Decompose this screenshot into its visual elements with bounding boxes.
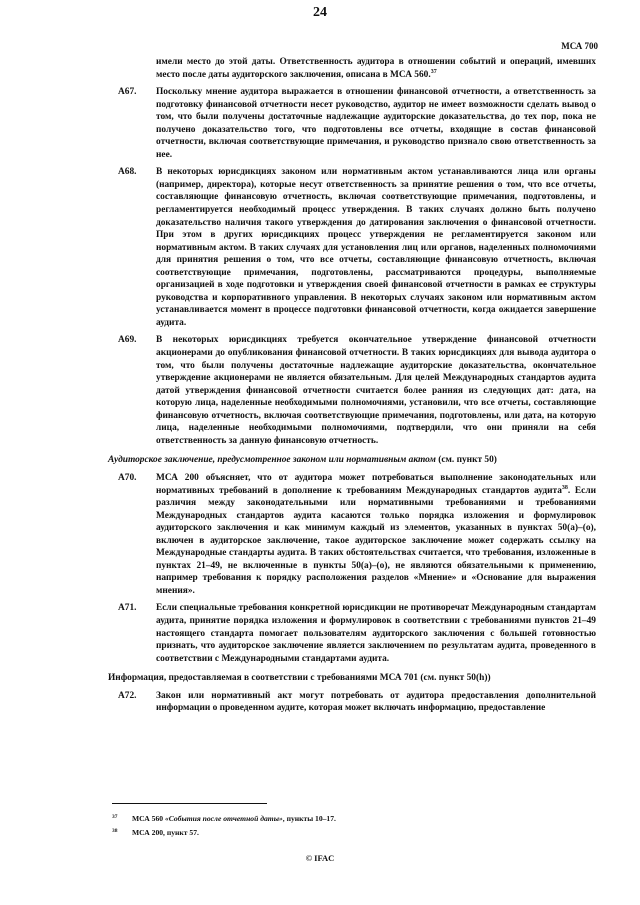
document-body (108, 56, 597, 715)
paragraph-text: В некоторых юрисдикциях требуется окончательное утверждение финансовой отчетности акционерами до опубликования финансовой отчетности. В таких юрисдикциях для вывода аудитора о том, что были получены достаточные надлежащие аудиторские доказательства, окончательное утверждение акционерами не является обязательным. Для целей Международных стандартов аудита датой утверждения финансовой отчетности считается более ранняя из следующих дат: дата, на которую лица, наделенные необходимыми полномочиями, установили, что все отчеты, составляющие финансовую отчетность, включая соответствующие примечания, подготовлены, или дата, на которую лица, наделенные необходимыми полномочиями, подтвердили, что они приняли на себя ответственность за данную финансовую отчетность. (156, 335, 596, 446)
footnote-divider (112, 803, 267, 804)
paragraph-text: МСА 200 объясняет, что от аудитора может потребоваться выполнение законодательных или нормативных требований в дополнение к требованиям Международных стандартов аудита (156, 472, 596, 496)
paragraph-text: В некоторых юрисдикциях законом или нормативным актом устанавливаются лица или органы (например, директора), которые несут ответственность за принятие решения о том, что все отчеты, составляющие финансовую отчетность, включая соответствующие примечания, подготовлены, и регламентируется необходимый процесс утверждения. В таких случаях должно быть получено доказательство наличия такого утверждения до датирования заключения о финансовой отчетности. При этом в других юрисдикциях процесс утверждения не регламентируется законом или нормативным актом. В таких случаях для установления лиц или органов, наделенных полномочиями для принятия решения о том, что все отчеты, составляющие финансовую отчетность, включая соответствующие примечания, подготовлены, рассматриваются процедуры, выполняемые организацией в ходе подготовки и утверждения своей финансовой отчетности в рамках ее структуры руководства и корпоративного управления. В некоторых случаях законом или нормативным актом устанавливается момент в процессе подготовки финансовой отчетности, когда ожидается завершение аудита. (156, 167, 596, 328)
section-heading-statutory-report (108, 454, 596, 467)
header-standard-code: МСА 700 (561, 41, 598, 51)
footnote-37 (112, 812, 592, 826)
continuation-paragraph (156, 56, 596, 81)
paragraph-number: A71. (118, 603, 137, 614)
footnote-text: МСА 200, пункт 57. (132, 828, 199, 837)
footer-copyright: © IFAC (305, 853, 335, 863)
footnote-text-post: , пункты 10–17. (282, 814, 336, 823)
footnote-text: МСА 560 (132, 814, 165, 823)
footnote-ref-37[interactable]: 37 (430, 68, 437, 75)
footnote-number: 38 (112, 828, 118, 834)
paragraph-text: Закон или нормативный акт могут потребовать от аудитора предоставления дополнительной информации о проведенном аудите, которая может включать информацию, предоставление (156, 690, 596, 714)
footnote-38 (112, 826, 592, 840)
paragraph-number: A72. (118, 690, 137, 701)
page-number: 24 (313, 5, 327, 20)
continuation-text: имели место до этой даты. Ответственность аудитора в отношении событий и операций, имевших место после даты аудиторского заключения, описана в МСА 560. (156, 57, 596, 80)
section-heading-italic: Аудиторское заключение, предусмотренное законом или нормативным актом (108, 455, 436, 466)
paragraph-number: A68. (118, 167, 137, 178)
paragraph-a69 (118, 334, 596, 447)
paragraph-a72 (118, 690, 596, 715)
footnote-italic: «События после отчетной даты» (164, 814, 283, 823)
paragraph-number: A69. (118, 335, 137, 346)
paragraph-text-cont: . Если различия между законодательными или нормативными требованиями и требованиями Международных стандартов аудита касаются только порядка изложения и формулировок аудиторского заключения и как минимум каждый из элементов, указанных в пунктах 50(а)–(о), включен в аудиторское заключение, такое аудиторское заключение может содержать ссылку на Международные стандарты аудита. В таких обстоятельствах считается, что требования, изложенные в пунктах 21–49, не включенные в пункты 50(а)–(о), не являются обязательными к применению, например требования к порядку расположения разделов «Мнение» и «Основание для выражения мнения». (156, 485, 597, 596)
section-heading-isa701: Информация, предоставляемая в соответствии с требованиями МСА 701 (см. пункт 50(h)) (108, 673, 491, 684)
paragraph-text: Поскольку мнение аудитора выражается в отношении финансовой отчетности, а ответственность за подготовку финансовой отчетности несет руководство, аудитор не имеет возможности сделать вывод о том, что были получены достаточные надлежащие аудиторские доказательства, до тех пор, пока не получено доказательство того, что подготовлены все отчеты, входящие в состав финансовой отчетности, включая соответствующие примечания, и руководство признало свою ответственность за нее. (156, 87, 596, 160)
paragraph-number: A70. (118, 472, 137, 483)
paragraph-a68 (118, 166, 596, 329)
footnote-ref-38[interactable]: 38 (561, 484, 568, 491)
footnotes (112, 812, 592, 840)
paragraph-number: A67. (118, 87, 137, 98)
footnote-number: 37 (112, 814, 118, 820)
paragraph-a71 (118, 602, 596, 665)
section-heading-ref: (см. пункт 50) (435, 455, 497, 466)
paragraph-text: Если специальные требования конкретной юрисдикции не противоречат Международным стандартам аудита, принятие порядка изложения и формулировок в соответствии с требованиями пунктов 21–49 настоящего стандарта помогает пользователям аудиторского заключения с большей готовностью признать, что аудиторское заключение является заключением по результатам аудита, проведенного в соответствии с Международными стандартами аудита. (156, 603, 596, 664)
paragraph-a70 (118, 472, 596, 597)
paragraph-a67 (118, 86, 596, 161)
